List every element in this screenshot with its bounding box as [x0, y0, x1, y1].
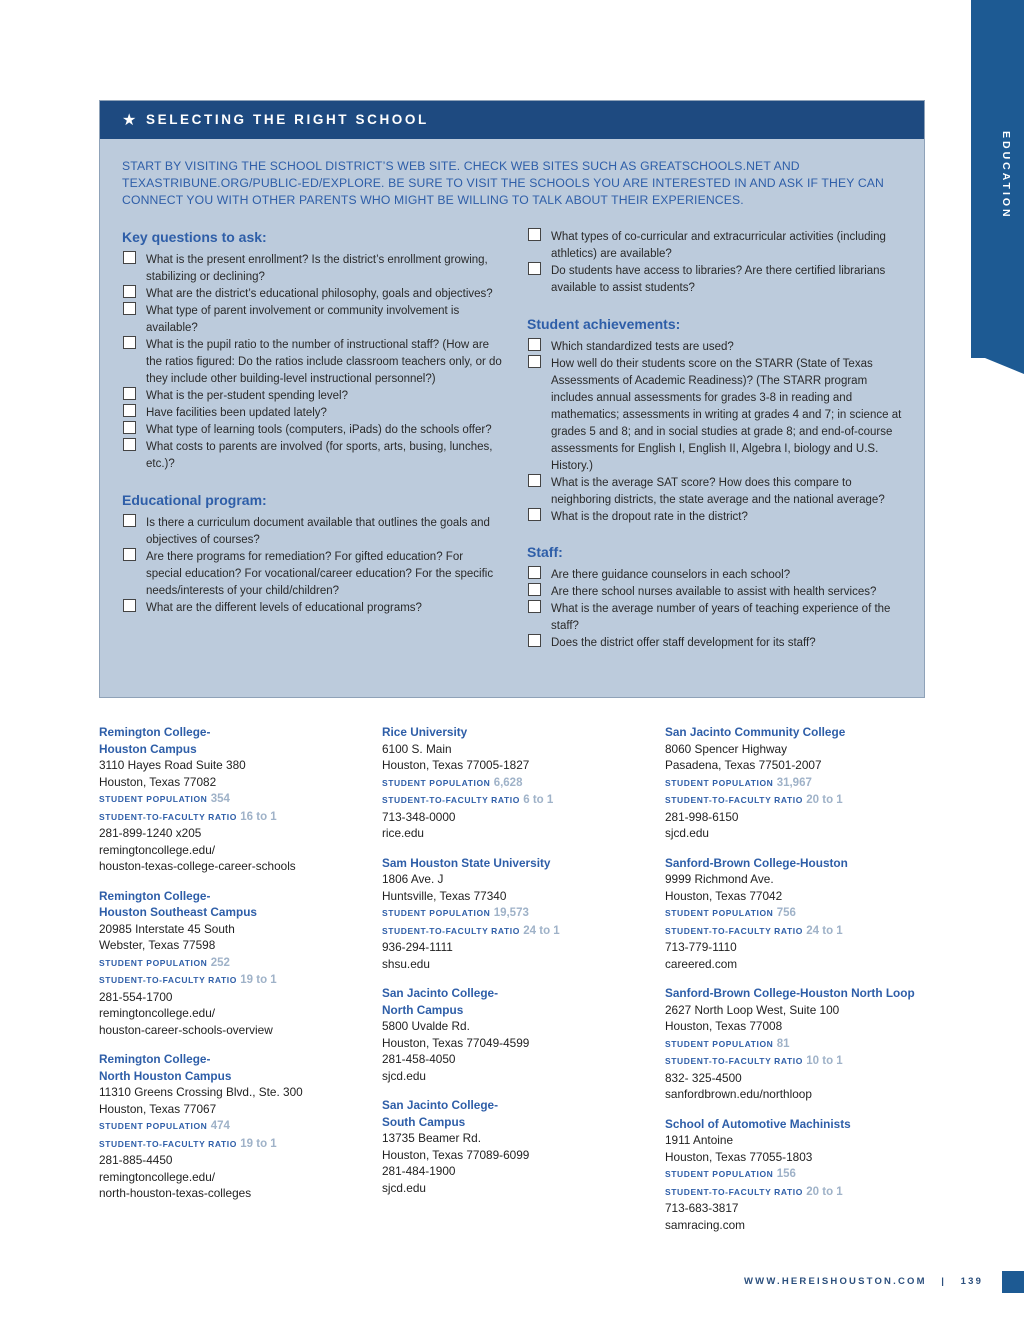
checklist-item-text: What type of learning tools (computers, iPads) do the schools offer?	[146, 424, 492, 436]
population-value: 31,967	[776, 776, 812, 789]
ratio-label: STUDENT-TO-FACULTY RATIO	[99, 811, 237, 822]
school-name: Sanford-Brown College-Houston	[665, 855, 848, 870]
ratio-value: 19 to 1	[240, 1137, 277, 1150]
school-name: Sanford-Brown College-Houston North Loop	[665, 986, 915, 1000]
school-name-line2: North Houston Campus	[99, 1068, 232, 1083]
checklist-item	[527, 509, 907, 526]
school-phone: 713-348-0000	[382, 809, 456, 824]
checklist-item-text: What is the pupil ratio to the number of instructional staff? (How are the ratios figured: Do the ratios include classroom teachers only, or do they include other building-level instructional personnel?)	[146, 339, 502, 385]
checklist-item-text: Which standardized tests are used?	[551, 341, 734, 353]
checkbox-icon[interactable]	[123, 514, 136, 527]
checkbox-icon[interactable]	[123, 336, 136, 349]
checkbox-icon[interactable]	[123, 251, 136, 264]
school-address: 5800 Uvalde Rd.	[382, 1019, 470, 1033]
population-label: STUDENT POPULATION	[382, 908, 491, 918]
directory-column-1	[99, 724, 369, 1215]
checklist-item	[122, 286, 502, 303]
key-questions-list	[122, 252, 502, 473]
checkbox-icon[interactable]	[528, 474, 541, 487]
school-city: Houston, Texas 77049-4599	[382, 1035, 530, 1050]
checkbox-icon[interactable]	[123, 421, 136, 434]
school-website[interactable]: shsu.edu	[382, 956, 430, 971]
checklist-item	[527, 635, 907, 652]
ratio-row	[665, 791, 965, 809]
footer-url: WWW.HEREISHOUSTON.COM	[744, 1276, 927, 1287]
ratio-value: 20 to 1	[806, 1185, 843, 1198]
school-website[interactable]: remingtoncollege.edu/	[99, 842, 216, 857]
checkbox-icon[interactable]	[528, 338, 541, 351]
checklist-item	[122, 422, 502, 439]
school-phone: 281-998-6150	[665, 809, 739, 824]
checklist-item	[122, 439, 502, 473]
ratio-label: STUDENT-TO-FACULTY RATIO	[665, 1186, 803, 1197]
directory-entry	[382, 1097, 652, 1196]
population-label: STUDENT POPULATION	[665, 1169, 774, 1179]
population-row	[99, 790, 369, 808]
school-phone: 281-885-4450	[99, 1153, 173, 1167]
school-address: 13735 Beamer Rd.	[382, 1131, 482, 1145]
staff-heading: Staff:	[527, 544, 563, 560]
ratio-label: STUDENT-TO-FACULTY RATIO	[665, 1056, 803, 1066]
school-website[interactable]: rice.edu	[382, 826, 424, 840]
school-city: Webster, Texas 77598	[99, 938, 216, 952]
ratio-row	[99, 971, 369, 989]
school-website[interactable]: sjcd.edu	[665, 826, 709, 840]
checklist-item-text: What types of co-curricular and extracurricular activities (including athletics) are available?	[551, 231, 886, 260]
checkbox-icon[interactable]	[123, 285, 136, 298]
checklist-item-text: What is the dropout rate in the district?	[551, 511, 748, 523]
school-city: Pasadena, Texas 77501-2007	[665, 758, 822, 772]
school-name: San Jacinto Community College	[665, 725, 846, 739]
directory-entry	[99, 724, 369, 875]
population-value: 756	[776, 907, 796, 919]
ratio-row	[665, 1052, 965, 1070]
population-label: STUDENT POPULATION	[99, 1121, 208, 1131]
ratio-row	[99, 1135, 369, 1153]
checklist-item-text: Are there guidance counselors in each school?	[551, 569, 791, 581]
school-city: Houston, Texas 77055-1803	[665, 1149, 813, 1164]
population-value: 354	[210, 793, 230, 805]
checklist-item	[527, 356, 907, 475]
checklist-item-text: Are there programs for remediation? For gifted education? For special education? For vocational/career education? For the specific needs/interests of your child/children?	[146, 551, 494, 597]
ratio-label: STUDENT-TO-FACULTY RATIO	[99, 1138, 237, 1149]
population-row	[665, 1165, 965, 1183]
school-website-line2[interactable]: houston-texas-college-career-schools	[99, 859, 296, 873]
population-row	[99, 1117, 369, 1135]
checklist-item-text: What is the present enrollment? Is the district’s enrollment growing, stabilizing or declining?	[146, 254, 488, 283]
footer	[744, 1276, 983, 1287]
ratio-row	[665, 1183, 965, 1201]
activities-list	[527, 229, 907, 297]
checklist-item	[122, 388, 502, 405]
school-website[interactable]: sjcd.edu	[382, 1180, 426, 1195]
school-address: 3110 Hayes Road Suite 380	[99, 758, 246, 772]
ratio-value: 16 to 1	[240, 810, 277, 823]
checklist-item-text: What is the per-student spending level?	[146, 390, 349, 402]
school-website[interactable]: sanfordbrown.edu/northloop	[665, 1087, 812, 1101]
intro-text: START BY VISITING THE SCHOOL DISTRICT’S WEB SITE. CHECK WEB SITES SUCH AS GREATSCHOOLS.NET AND TEXASTRIBUNE.ORG/PUBLIC-ED/EXPLORE. BE SURE TO VISIT THE SCHOOLS YOU ARE INTERESTED IN AND ASK IF THEY CAN CONNECT YOU WITH OTHER PARENTS WHO MIGHT BE WILLING TO TALK ABOUT THEIR EXPERIENCES.	[122, 159, 885, 207]
school-phone: 832- 325-4500	[665, 1070, 742, 1085]
checklist-item	[527, 339, 907, 356]
checklist-item	[527, 601, 907, 635]
population-value: 6,628	[493, 776, 523, 789]
school-website-line2[interactable]: north-houston-texas-colleges	[99, 1186, 252, 1200]
checkbox-icon[interactable]	[528, 634, 541, 647]
checkbox-icon[interactable]	[528, 262, 541, 275]
star-icon: ★	[122, 112, 137, 129]
ratio-row	[99, 808, 369, 826]
school-phone: 936-294-1111	[382, 940, 453, 954]
directory-entry	[665, 1116, 965, 1234]
population-label: STUDENT POPULATION	[665, 1038, 774, 1049]
school-name: Remington College-	[99, 888, 211, 903]
population-value: 474	[210, 1120, 230, 1132]
checklist-item	[122, 515, 502, 549]
checkbox-icon[interactable]	[123, 404, 136, 417]
checklist-item	[122, 405, 502, 422]
population-value: 252	[210, 956, 230, 969]
directory-entry	[665, 985, 965, 1103]
checklist-item	[527, 584, 907, 601]
checklist-item	[122, 549, 502, 600]
population-label: STUDENT POPULATION	[665, 777, 774, 788]
school-city: Houston, Texas 77042	[665, 888, 783, 903]
population-label: STUDENT POPULATION	[382, 777, 491, 788]
school-website[interactable]: careered.com	[665, 956, 738, 971]
questions-right-column	[527, 229, 907, 652]
ratio-label: STUDENT-TO-FACULTY RATIO	[99, 975, 237, 985]
checklist-item-text: Does the district offer staff development for its staff?	[551, 637, 816, 649]
population-row	[665, 774, 965, 792]
school-address: 9999 Richmond Ave.	[665, 872, 774, 886]
checklist-item	[527, 229, 907, 263]
footer-separator: |	[941, 1276, 947, 1287]
population-row	[382, 774, 652, 792]
school-name-line2: Houston Campus	[99, 741, 197, 756]
checkbox-icon[interactable]	[123, 548, 136, 561]
ratio-value: 6 to 1	[523, 794, 554, 806]
checklist-item-text: Is there a curriculum document available that outlines the goals and objectives of courses?	[146, 517, 490, 546]
footer-block	[1002, 1271, 1024, 1293]
ratio-label: STUDENT-TO-FACULTY RATIO	[382, 795, 520, 805]
population-label: STUDENT POPULATION	[99, 957, 208, 968]
population-row	[382, 904, 652, 922]
section-tab-corner	[985, 358, 1024, 374]
school-city: Houston, Texas 77089-6099	[382, 1147, 530, 1162]
school-name-line2: North Campus	[382, 1002, 464, 1017]
checkbox-icon[interactable]	[528, 355, 541, 368]
school-name: San Jacinto College-	[382, 1098, 499, 1112]
educational-program-list	[122, 515, 502, 617]
checklist-item-text: Do students have access to libraries? Are there certified librarians available to assist students?	[551, 265, 886, 294]
directory-entry	[665, 855, 965, 973]
checkbox-icon[interactable]	[123, 302, 136, 315]
school-address: 20985 Interstate 45 South	[99, 921, 235, 936]
school-city: Houston, Texas 77067	[99, 1101, 217, 1116]
ratio-value: 20 to 1	[806, 794, 843, 806]
population-value: 156	[776, 1168, 796, 1180]
checkbox-icon[interactable]	[528, 566, 541, 579]
checklist-item	[122, 252, 502, 286]
checklist-item-text: What is the average SAT score? How does this compare to neighboring districts, the state average and the national average?	[551, 477, 885, 506]
student-achievements-list	[527, 339, 907, 526]
school-phone: 281-899-1240 x205	[99, 826, 202, 840]
school-city: Houston, Texas 77008	[665, 1019, 783, 1033]
checkbox-icon[interactable]	[528, 583, 541, 596]
school-name: San Jacinto College-	[382, 986, 499, 1000]
school-address: 2627 North Loop West, Suite 100	[665, 1002, 840, 1017]
school-address: 6100 S. Main	[382, 741, 452, 756]
ratio-row	[382, 791, 652, 809]
school-city: Huntsville, Texas 77340	[382, 888, 507, 903]
ratio-row	[382, 922, 652, 940]
ratio-value: 10 to 1	[806, 1055, 843, 1067]
ratio-row	[665, 922, 965, 940]
school-website[interactable]: sjcd.edu	[382, 1068, 426, 1083]
checklist-item-text: Are there school nurses available to assist with health services?	[551, 586, 877, 598]
staff-list	[527, 567, 907, 652]
selecting-school-box	[99, 100, 925, 698]
checklist-item	[122, 600, 502, 617]
directory-entry	[382, 985, 652, 1084]
ratio-value: 24 to 1	[523, 924, 560, 937]
population-value: 81	[776, 1037, 790, 1050]
school-phone: 713-683-3817	[665, 1201, 739, 1215]
school-name-line2: Houston Southeast Campus	[99, 905, 257, 919]
ratio-value: 24 to 1	[806, 924, 843, 937]
checklist-item	[527, 475, 907, 509]
school-phone: 713-779-1110	[665, 940, 737, 954]
directory-entry	[382, 855, 652, 973]
school-phone: 281-554-1700	[99, 989, 173, 1004]
school-name: School of Automotive Machinists	[665, 1116, 851, 1131]
page-number: 139	[960, 1276, 984, 1287]
population-row	[665, 1035, 965, 1053]
checklist-item-text: How well do their students score on the STARR (State of Texas Assessments of Academic Readiness)? (The STARR program includes annual assessments for grades 3-8 in reading and mathematics; assessments in writing at grades 4 and 7; in science at grades 5 and 8; and in social studies at grade 8; and end-of-course assessments for English I, English II, Algebra I, biology and U.S. History.)	[551, 358, 902, 472]
checklist-item-text: What type of parent involvement or community involvement is available?	[146, 305, 460, 334]
school-address: 11310 Greens Crossing Blvd., Ste. 300	[99, 1085, 303, 1099]
ratio-label: STUDENT-TO-FACULTY RATIO	[665, 795, 803, 805]
section-tab-label: EDUCATION	[1000, 130, 1012, 220]
directory-entry	[99, 888, 369, 1039]
checkbox-icon[interactable]	[528, 508, 541, 521]
school-address: 1911 Antoine	[665, 1133, 734, 1147]
checkbox-icon[interactable]	[123, 438, 136, 451]
population-label: STUDENT POPULATION	[99, 794, 208, 804]
ratio-label: STUDENT-TO-FACULTY RATIO	[382, 925, 520, 936]
school-name-line2: South Campus	[382, 1114, 466, 1129]
population-row	[99, 954, 369, 972]
checklist-item-text: What are the different levels of educational programs?	[146, 602, 422, 614]
school-city: Houston, Texas 77082	[99, 774, 217, 789]
checklist-item	[527, 263, 907, 297]
checklist-item	[122, 303, 502, 337]
checklist-item	[122, 337, 502, 388]
population-row	[665, 904, 965, 922]
checklist-item-text: What costs to parents are involved (for sports, arts, busing, lunches, etc.)?	[146, 441, 493, 470]
school-website[interactable]: remingtoncollege.edu/	[99, 1006, 216, 1020]
checklist-item-text: Have facilities been updated lately?	[146, 407, 327, 419]
checklist-item-text: What is the average number of years of teaching experience of the staff?	[551, 603, 891, 632]
student-achievements-heading: Student achievements:	[527, 316, 681, 332]
school-name: Sam Houston State University	[382, 855, 551, 870]
directory-entry	[99, 1051, 369, 1202]
directory-column-3	[665, 724, 965, 1246]
directory-column-2	[382, 724, 652, 1209]
box-title: SELECTING THE RIGHT SCHOOL	[146, 112, 429, 127]
population-label: STUDENT POPULATION	[665, 908, 774, 918]
school-address: 1806 Ave. J	[382, 872, 444, 886]
school-address: 8060 Spencer Highway	[665, 741, 787, 756]
checklist-item-text: What are the district’s educational philosophy, goals and objectives?	[146, 288, 493, 300]
directory-entry	[382, 724, 652, 842]
checklist-item	[527, 567, 907, 584]
checkbox-icon[interactable]	[528, 600, 541, 613]
school-name: Remington College-	[99, 725, 211, 739]
school-website[interactable]: samracing.com	[665, 1217, 745, 1232]
school-phone: 281-458-4050	[382, 1052, 456, 1066]
checkbox-icon[interactable]	[123, 599, 136, 612]
population-value: 19,573	[493, 907, 529, 919]
checkbox-icon[interactable]	[123, 387, 136, 400]
ratio-value: 19 to 1	[240, 974, 277, 986]
checkbox-icon[interactable]	[528, 228, 541, 241]
key-questions-heading: Key questions to ask:	[122, 229, 267, 245]
ratio-label: STUDENT-TO-FACULTY RATIO	[665, 925, 803, 936]
school-name: Rice University	[382, 725, 468, 739]
questions-left-column	[122, 229, 502, 617]
school-phone: 281-484-1900	[382, 1164, 456, 1178]
school-website[interactable]: remingtoncollege.edu/	[99, 1169, 216, 1184]
school-city: Houston, Texas 77005-1827	[382, 758, 530, 772]
directory-entry	[665, 724, 965, 842]
educational-program-heading: Educational program:	[122, 492, 267, 508]
school-name: Remington College-	[99, 1052, 211, 1066]
box-header	[100, 101, 924, 139]
school-website-line2[interactable]: houston-career-schools-overview	[99, 1022, 273, 1037]
